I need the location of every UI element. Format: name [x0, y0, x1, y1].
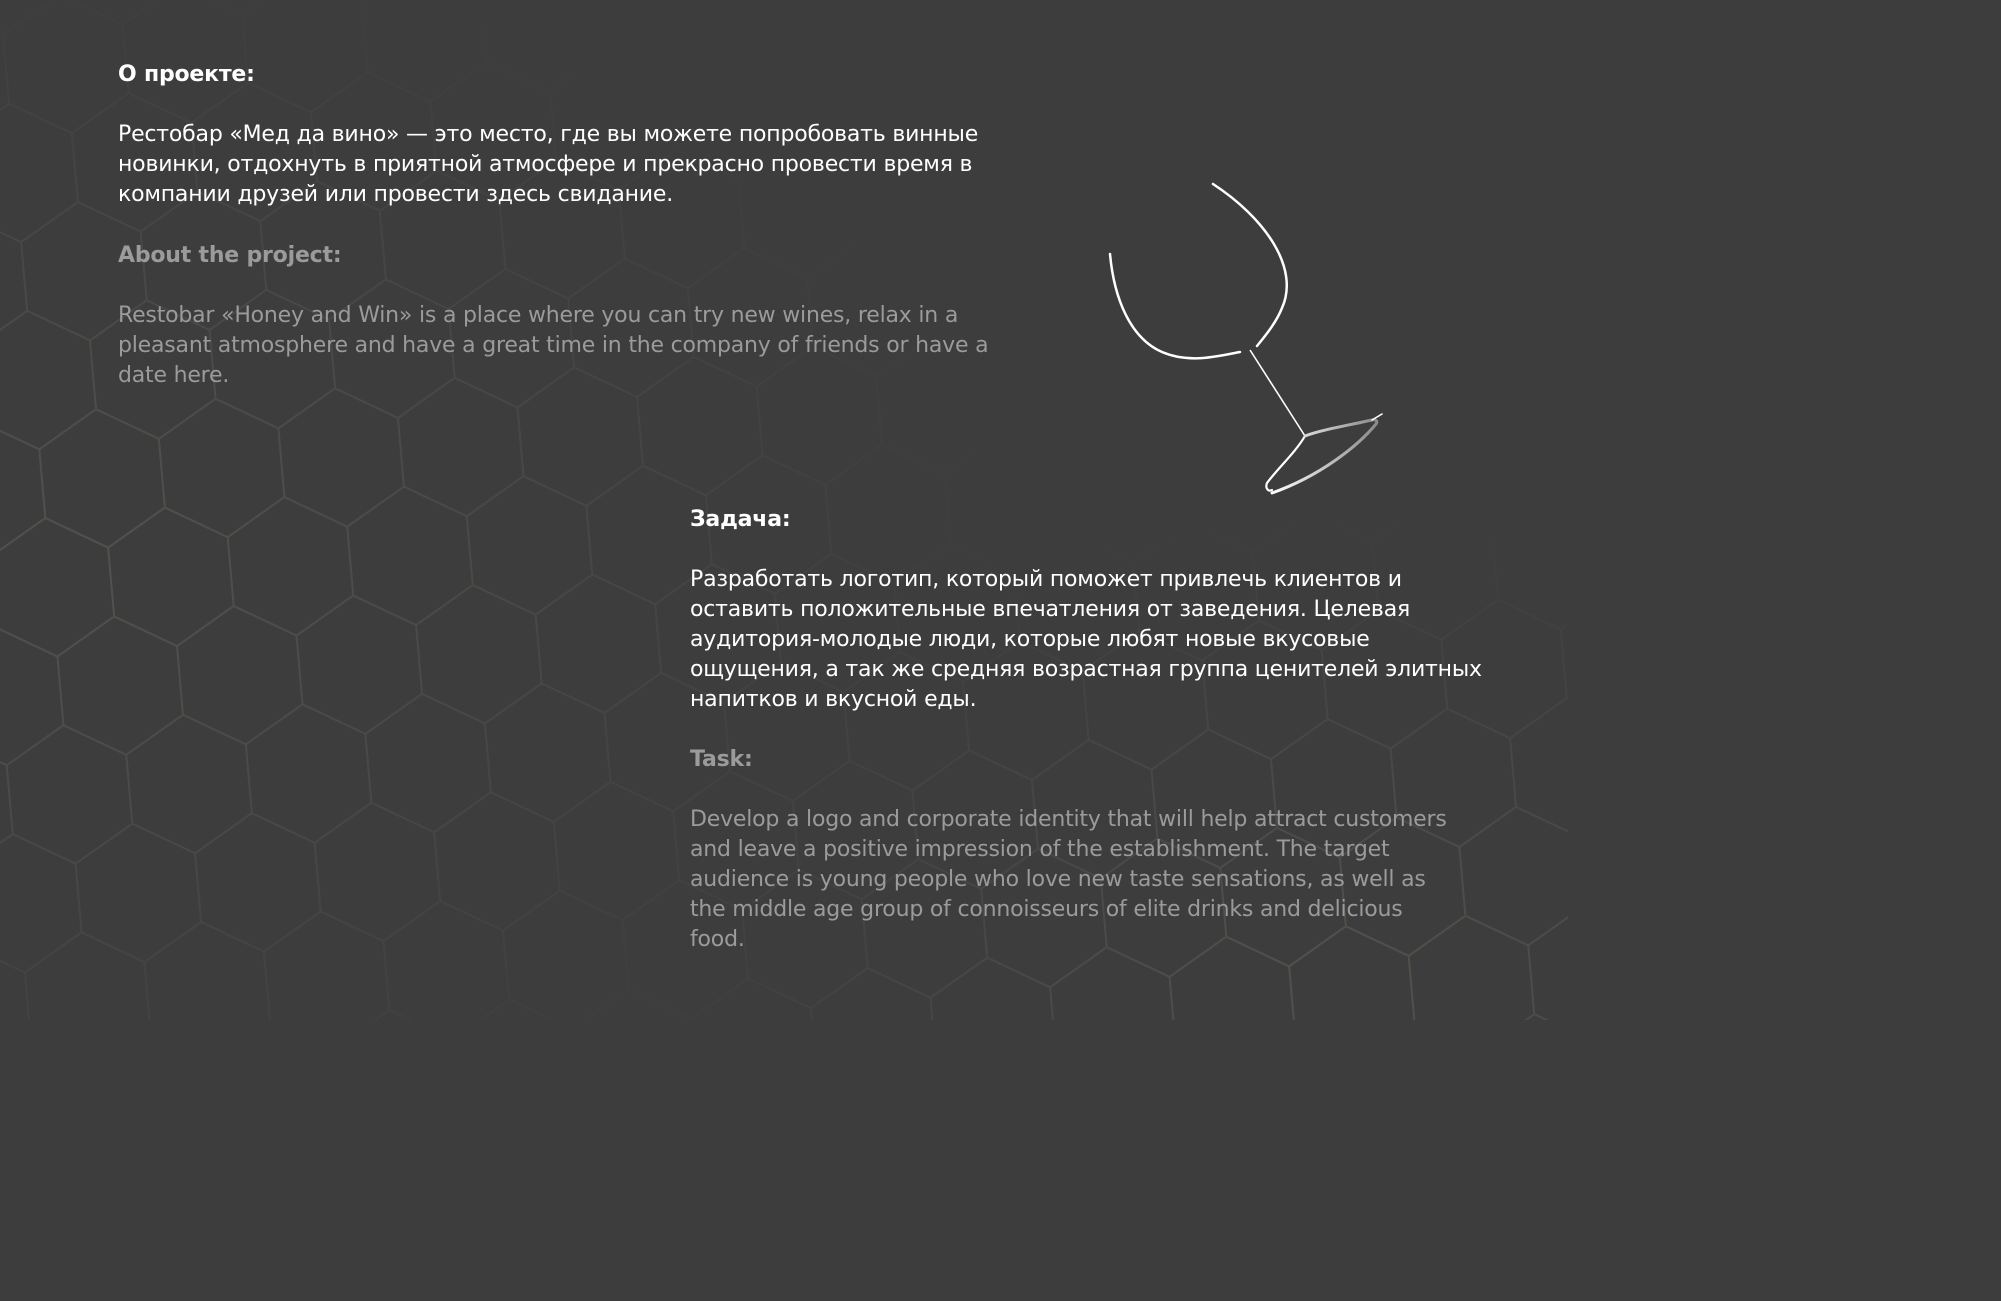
task-section-ru: [690, 505, 1490, 715]
task-text-ru: Разработать логотип, который поможет привлечь клиентов и оставить положительные впечатления от заведения. Целевая аудитория-молодые люди, которые любят новые вкусовые ощущения, а так же средняя возрастная группа ценителей элитных напитков и вкусной еды.: [690, 567, 1482, 712]
about-section-en: [118, 241, 1018, 391]
wine-glass-icon: [1100, 178, 1390, 503]
task-section-en: [690, 745, 1490, 955]
about-text-en: Restobar «Honey and Win» is a place where you can try new wines, relax in a pleasant atmosphere and have a great time in the company of friends or have a date here.: [118, 303, 989, 388]
about-heading-en: About the project:: [118, 243, 342, 268]
task-heading-ru: Задача:: [690, 507, 791, 532]
about-section-ru: [118, 60, 998, 210]
about-heading-ru: О проекте:: [118, 62, 255, 87]
task-heading-en: Task:: [690, 747, 753, 772]
about-text-ru: Рестобар «Мед да вино» — это место, где вы можете попробовать винные новинки, отдохнуть в приятной атмосфере и прекрасно провести время в компании друзей или провести здесь свидание.: [118, 122, 979, 207]
task-text-en: Develop a logo and corporate identity that will help attract customers and leave a positive impression of the establishment. The target audience is young people who love new taste sensations, as well as the middle age group of connoisseurs of elite drinks and delicious food.: [690, 807, 1447, 952]
